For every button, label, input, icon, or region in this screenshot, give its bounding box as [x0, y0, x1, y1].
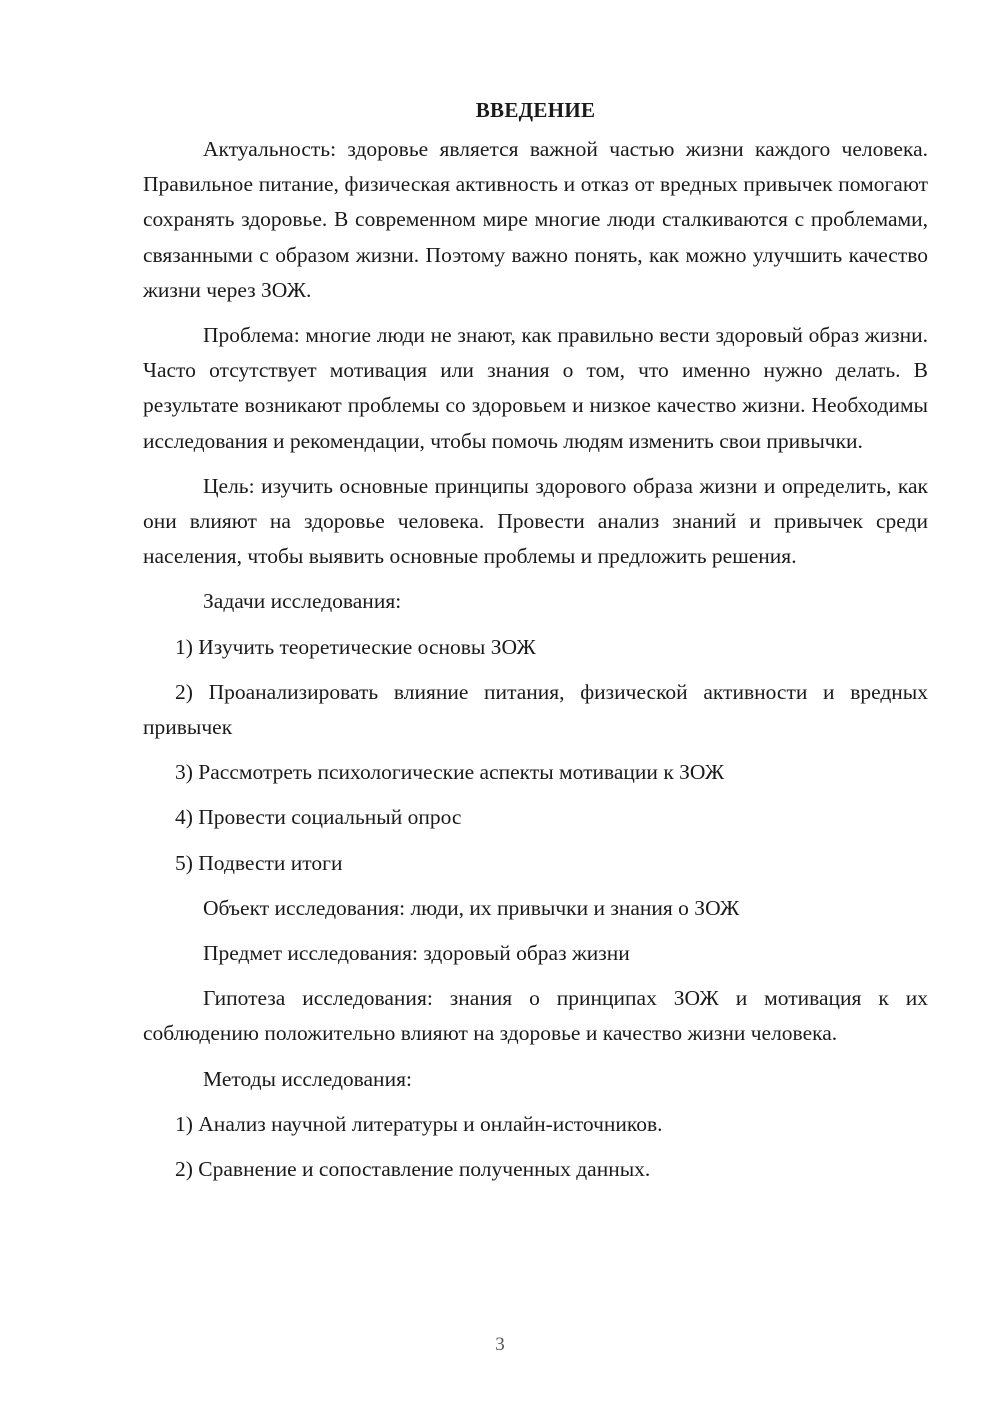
page-title: ВВЕДЕНИЕ [475, 98, 596, 122]
list-item: 2) Проанализировать влияние питания, физической активности и вредных привычек [143, 679, 928, 740]
list-item: 2) Сравнение и сопоставление полученных данных. [175, 1157, 651, 1182]
list-item: 1) Анализ научной литературы и онлайн-источников. [175, 1111, 663, 1136]
problem-paragraph: Проблема: многие люди не знают, как правильно вести здоровый образ жизни. Часто отсутствует мотивация или знания о том, что именно нужно делать. В результате возникают проблемы со здоровьем и низкое качество жизни. Необходимы исследования и рекомендации, чтобы помочь людям изменить свои привычки. [143, 323, 928, 453]
page-number: 3 [495, 1334, 505, 1355]
hypothesis-paragraph: Гипотеза исследования: знания о принципах ЗОЖ и мотивация к их соблюдению положительно влияют на здоровье и качество жизни человека. [143, 986, 928, 1046]
tasks-list [143, 630, 928, 881]
object-paragraph: Объект исследования: люди, их привычки и знания о ЗОЖ [203, 895, 740, 920]
relevance-paragraph: Актуальность: здоровье является важной частью жизни каждого человека. Правильное питание, физическая активность и отказ от вредных привычек помогают сохранять здоровье. В современном мире многие люди сталкиваются с проблемами, связанными с образом жизни. Поэтому важно понять, как можно улучшить качество жизни через ЗОЖ. [143, 137, 928, 302]
subject-paragraph: Предмет исследования: здоровый образ жизни [203, 941, 630, 966]
list-item: 1) Изучить теоретические основы ЗОЖ [175, 634, 536, 659]
methods-heading: Методы исследования: [203, 1066, 412, 1091]
document-page [143, 92, 928, 1197]
list-item: 5) Подвести итоги [175, 850, 343, 875]
tasks-heading: Задачи исследования: [203, 589, 402, 614]
list-item: 3) Рассмотреть психологические аспекты мотивации к ЗОЖ [175, 760, 725, 785]
goal-paragraph: Цель: изучить основные принципы здорового образа жизни и определить, как они влияют на здоровье человека. Провести анализ знаний и привычек среди населения, чтобы выявить основные проблемы и предложить решения. [143, 473, 928, 569]
list-item: 4) Провести социальный опрос [175, 805, 462, 830]
methods-list [143, 1107, 928, 1187]
